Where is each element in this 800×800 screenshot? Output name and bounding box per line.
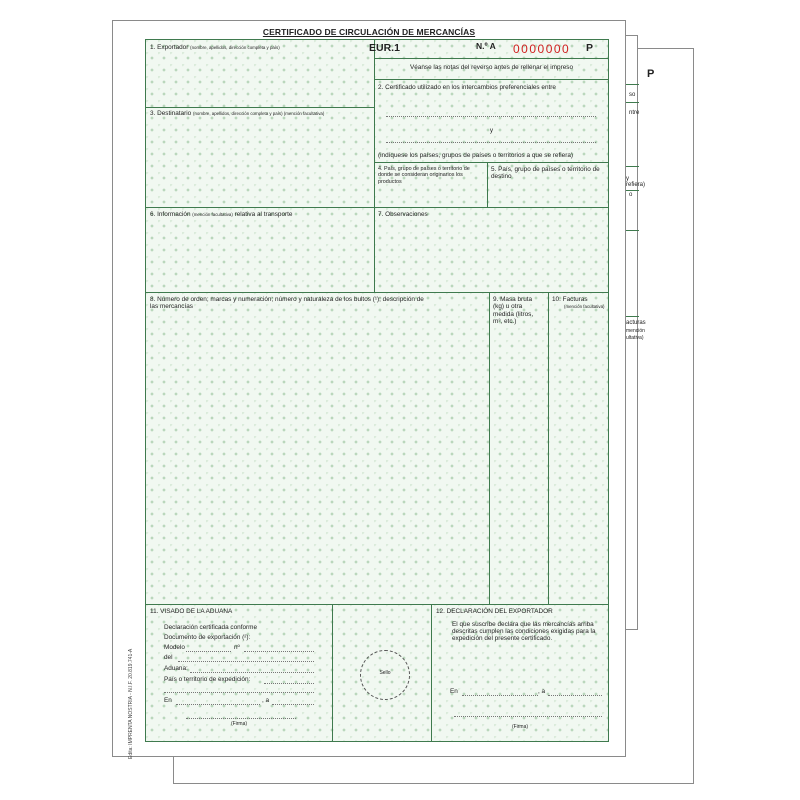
modelo-field[interactable] [186,651,231,652]
box-11-a: , a [262,697,270,704]
back-fragment: o [629,192,633,198]
box-1-exporter: 1. Exportador (nombre, apellidos, dirección completa y país) [150,44,280,51]
pais-field-2[interactable] [164,692,314,693]
box-11-del: del [164,654,173,661]
box-11-en: En [164,697,172,704]
box-8-description: 8. Número de orden; marcas y numeración; número y naturaleza de los bultos (¹); descripción de las mercancías [150,296,424,311]
box-12-en: En [450,688,458,695]
box-12-a: , a [538,688,546,695]
stamp-circle [360,650,410,700]
pais-field[interactable] [264,683,314,684]
box-5-destination-country: 5. País, grupo de países o territorio de destino [491,166,600,181]
box-12-firma-line[interactable] [454,716,602,717]
box-4-origin-country: 4. País, grupo de países o territorio de donde se consideran originarios los productos [378,166,470,185]
box-11-n: nº [234,644,240,651]
box-11-modelo: Modelo [164,644,185,651]
firma-line[interactable] [186,718,296,719]
box-2-y: y [489,127,494,134]
numero-field[interactable] [244,651,314,652]
box-2-dotted-line[interactable] [386,116,596,117]
back-p-letter: P [647,68,655,80]
box-11-aduana: Aduana: [164,665,188,672]
certificate-number: 0000000 [513,42,571,56]
certificate-title: CERTIFICADO DE CIRCULACIÓN DE MERCANCÍAS [262,27,476,37]
back-fragment: ntre [629,110,640,116]
en-field[interactable] [176,704,260,705]
box-10-invoices: 10. Facturas (mención facultativa) [552,296,605,310]
box-2-dotted-line[interactable] [386,142,596,143]
del-field[interactable] [178,661,314,662]
number-prefix: N.º A [476,41,496,51]
certificate-sheet [112,20,626,757]
p-letter: P [586,42,594,54]
edition-text: Edita: IMPRENTA NOSTRIA - N.I.F. 20.819.741-A [128,648,134,759]
box-11-firma: (Firma) [230,721,248,727]
form-grid [145,39,609,742]
box-12-fecha-field[interactable] [548,695,602,696]
box-2-footnote: (indíquese los países, grupos de países o territorios a que se refiera) [378,152,574,159]
box-3-consignee: 3. Destinatario (nombre, apellidos, dirección completa y país) (mención facultativa) [150,110,325,117]
box-12-en-field[interactable] [462,695,538,696]
fecha-field[interactable] [272,704,314,705]
back-fragment: mención [626,328,645,334]
back-fragment: y refiera) [626,176,646,188]
box-11-line1: Declaración certificada conforme [164,624,258,631]
box-12-text: El que suscribe declara que las mercancías arriba descritas cumplen las condiciones exigidas para la expedición del presente certificado. [452,621,596,642]
back-fragment: so [629,92,636,98]
box-11-line2: Documento de exportación (²): [164,634,251,641]
reverse-note: Véanse las notas del reverso antes de rellenar el impreso [409,64,574,71]
box-12-exporter-declaration: 12. DECLARACIÓN DEL EXPORTADOR [436,608,553,615]
aduana-field[interactable] [190,672,314,673]
box-7-observations: 7. Observaciones [378,211,428,218]
box-11-customs-endorsement: 11. VISADO DE LA ADUANA [150,608,233,615]
box-2-label: 2. Certificado utilizado en los intercambios preferenciales entre [378,84,556,91]
back-fragment: acturas [626,320,646,326]
eur1-label: EUR.1 [369,42,400,54]
box-12-firma: (Firma) [511,724,529,730]
box-9-gross-mass: 9. Masa bruta (kg) u otra medida (litros, m³, etc.) [493,296,534,326]
box-11-pais: País o territorio de expedición: [164,676,251,683]
back-fragment: ultativa) [626,335,644,341]
box-6-transport: 6. Información (mención facultativa) relativa al transporte [150,211,293,218]
stamp-label: Sello [379,670,391,676]
